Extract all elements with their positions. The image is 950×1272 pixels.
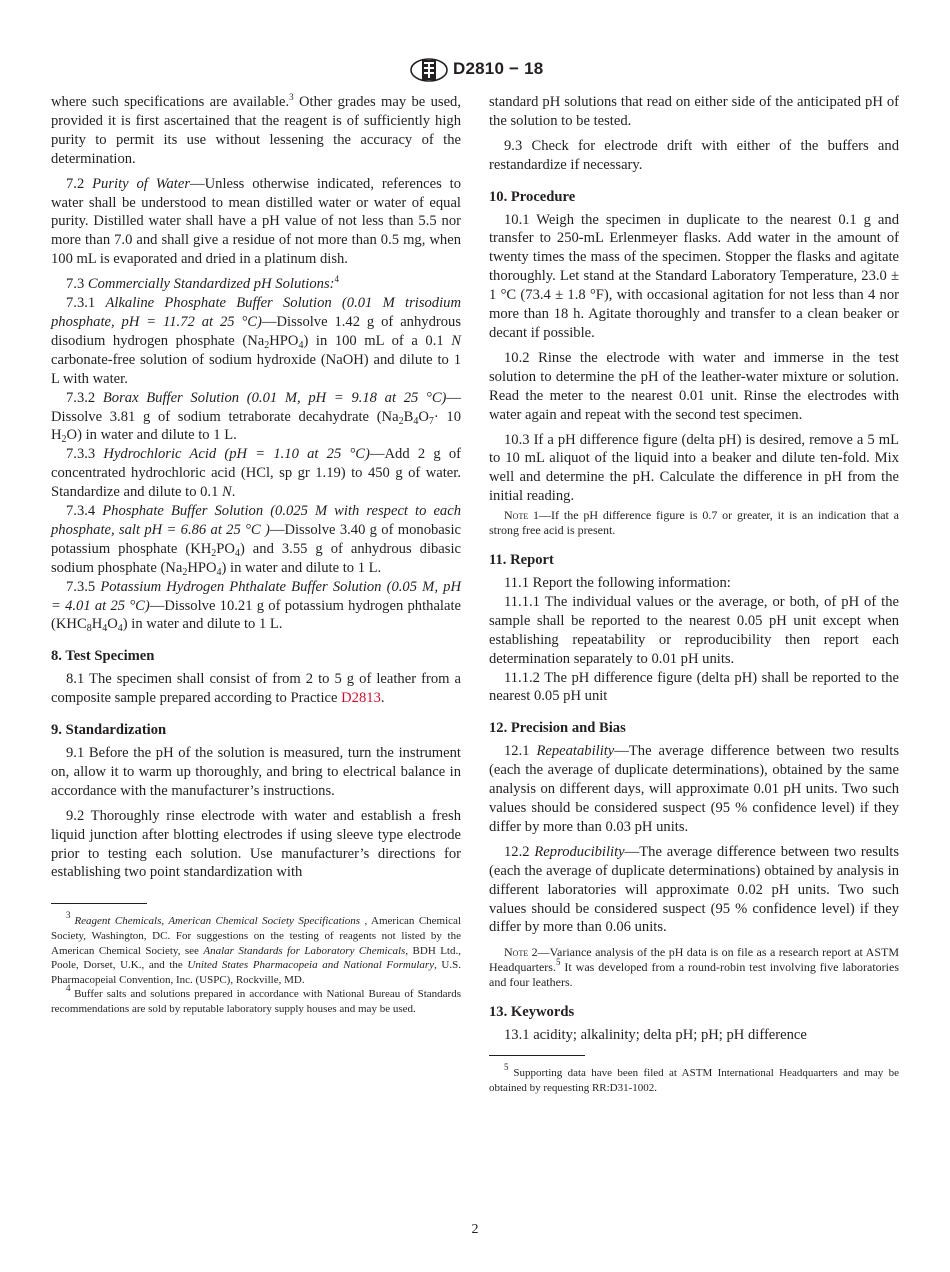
section-9-1: 9.1 Before the pH of the solution is measured, turn the instrument on, allow it to warm up thoroughly, and bring to electrical balance in accordance with the manufacturer’s instructions. [51,745,461,799]
practice-d2813-link[interactable]: D2813 [341,690,381,707]
heading-procedure: 10. Procedure [489,188,576,205]
section-7-3-3: 7.3.3 Hydrochloric Acid (pH = 1.10 at 25 °C)—Add 2 g of concentrated hydrochloric acid (HCl, sp gr 1.19) to 450 g of water. Standardize and dilute to 0.1 N. [51,446,461,501]
note-2: Note 2—Variance analysis of the pH data is on file as a research report at ASTM Headquarters.$^5$ It was developed from a round-robin test involving five laboratories and four leathers. [489,945,899,990]
section-10-2: 10.2 Rinse the electrode with water and immerse in the test solution to determine the pH of the leather-water mixture or solution. Read the meter to the nearest 0.01 unit. Rinse the electrodes with water again and repeat with the second test specimen. [489,349,899,423]
section-12-1: 12.1 Repeatability—The average difference between two results (each the average of duplicate determinations), obtained by the same analysis on different days, will approximate 0.01 pH units. Two such values should be considered suspect (95 % confidence level) if they differ by more than 0.03 pH units. [489,743,900,835]
section-7-3-4: 7.3.4 Phosphate Buffer Solution (0.025 M with respect to each phosphate, salt pH = 6.86 at 25 °C )—Dissolve 3.40 g of monobasic potassium phosphate $(KH_2PO_4)$ and 3.55 g of anhydrous dibasic sodium phosphate $(Na_2HPO_4)$ in water and dilute to 1 L. [51,503,462,578]
section-7-3-1: 7.3.1 Alkaline Phosphate Buffer Solution (0.01 M trisodium phosphate, pH = 11.72 at 25 °C)—Dissolve 1.42 g of anhydrous disodium hydrogen phosphate $(Na_2HPO_4)$ in 100 mL of a 0.1 N carbonate-free solution of sodium hydroxide (NaOH) and dilute to 1 L with water. [51,295,461,387]
section-11-1-1: 11.1.1 The individual values or the average, or both, of pH of the sample shall be reported to the nearest 0.05 pH unit except when establishing repeatability or reproducibility then report each determination separately to 0.01 pH units. [489,593,899,667]
section-7-2: 7.2 Purity of Water—Unless otherwise indicated, references to water shall be understood to mean distilled water or water of equal purity. Distilled water shall have a pH value of not less than 5.5 nor more than 7.0 and shall give a residue of not more than 0.5 mg, when 100 mL is evaporated and dried in a platinum dish. [51,175,462,268]
section-9-2: 9.2 Thoroughly rinse electrode with water and establish a fresh liquid junction after blotting electrodes if using sleeve type electrode prior to testing each solution. Use manufacturer’s directions for establishing two point standardization with [51,807,461,881]
page-header [0,57,950,83]
section-8-1: 8.1 The specimen shall consist of from 2 to 5 g of leather from a composite sample prepared according to Practice D2813. [51,671,461,707]
standard-designation: D2810 − 18 [453,59,544,78]
note-1: Note 1—If the pH difference figure is 0.7 or greater, it is an indication that a strong free acid is present. [489,508,900,538]
section-7-3-2: 7.3.2 Borax Buffer Solution (0.01 M, pH = 9.18 at 25 °C)—Dissolve 3.81 g of sodium tetraborate decahydrate ($Na_2B_4O_7\cdot 10$ $H_2O$) in water and dilute to 1 L. [51,389,462,446]
heading-keywords: 13. Keywords [489,1004,575,1021]
footnote-4: $^4$ Buffer salts and solutions prepared in accordance with National Bureau of Standards recommendations are sold by reputable laboratory supply houses and may be used. [51,983,461,1015]
footnote-3: $^3$ Reagent Chemicals, American Chemical Society Specifications , American Chemical Society, Washington, DC. For suggestions on the testing of reagents not listed by the American Chemical Society, see Analar Standards for Laboratory Chemicals, BDH Ltd., Poole, Dorset, U.K., and the United States Pharmacopeia and National Formulary, U.S. Pharmacopeial Convention, Inc. (USPC), Rockville, MD. [51,910,461,986]
paragraph-reagent-continuation: where such specifications are available.$^3$ Other grades may be used, provided it is first ascertained that the reagent is of sufficiently high purity to permit its use without lessening the accuracy of the determination. [51,92,461,167]
section-9-3: 9.3 Check for electrode drift with either of the buffers and restandardize if necessary. [489,137,899,173]
page-number: 2 [471,1222,479,1237]
heading-precision-and-bias: 12. Precision and Bias [489,720,626,737]
footnote-5: $^5$ Supporting data have been filed at ASTM International Headquarters and may be obtained by requesting RR:D31-1002. [489,1062,900,1094]
right-column [489,93,899,1095]
section-7-3-5: 7.3.5 Potassium Hydrogen Phthalate Buffer Solution (0.05 M, pH = 4.01 at 25 °C)—Dissolve 10.21 g of potassium hydrogen phthalate $(KHC_8H_4O_4)$ in water and dilute to 1 L. [51,578,461,635]
section-10-3: 10.3 If a pH difference figure (delta pH) is desired, remove a 5 mL to 10 mL aliquot of the liquid into a beaker and dilute ten-fold. Mix well and determine the pH. Calculate the difference in pH from the initial reading. [489,431,899,505]
section-11-1-2: 11.1.2 The pH difference figure (delta pH) shall be reported to the nearest 0.05 pH unit [489,669,899,705]
astm-logo-icon [409,57,449,83]
left-column [51,93,461,1017]
paragraph-standard-solutions-continuation: standard pH solutions that read on either side of the anticipated pH of the solution to be tested. [489,94,899,129]
footnote-divider [51,903,147,904]
heading-standardization: 9. Standardization [51,722,167,739]
footnote-divider [489,1055,585,1056]
heading-test-specimen: 8. Test Specimen [51,648,155,665]
section-7-3: 7.3 Commercially Standardized pH Solutions:$^4$ [66,274,339,293]
section-11-1: 11.1 Report the following information: [504,575,731,592]
heading-report: 11. Report [489,552,554,569]
section-13-1: 13.1 acidity; alkalinity; delta pH; pH; pH difference [504,1027,807,1044]
section-12-2: 12.2 Reproducibility—The average difference between two results (each the average of duplicate determinations) obtained by analysis in different laboratories will approximate 0.02 pH units. Two such values should be considered suspect (95 % confidence level) if they differ by more than 0.06 units. [489,843,900,936]
section-10-1: 10.1 Weigh the specimen in duplicate to the nearest 0.1 g and transfer to 250-mL Erlenmeyer flasks. Add water in the amount of twenty times the mass of the specimen. Stopper the flasks and agitate thoroughly. Let stand at the Standard Laboratory Temperature, 23.0 ± 1 °C (73.4 ± 1.8 °F), with occasional agitation for not less than 4 nor more than 18 h. Agitate thoroughly and transfer to a clean beaker or decant if possible. [489,211,899,341]
